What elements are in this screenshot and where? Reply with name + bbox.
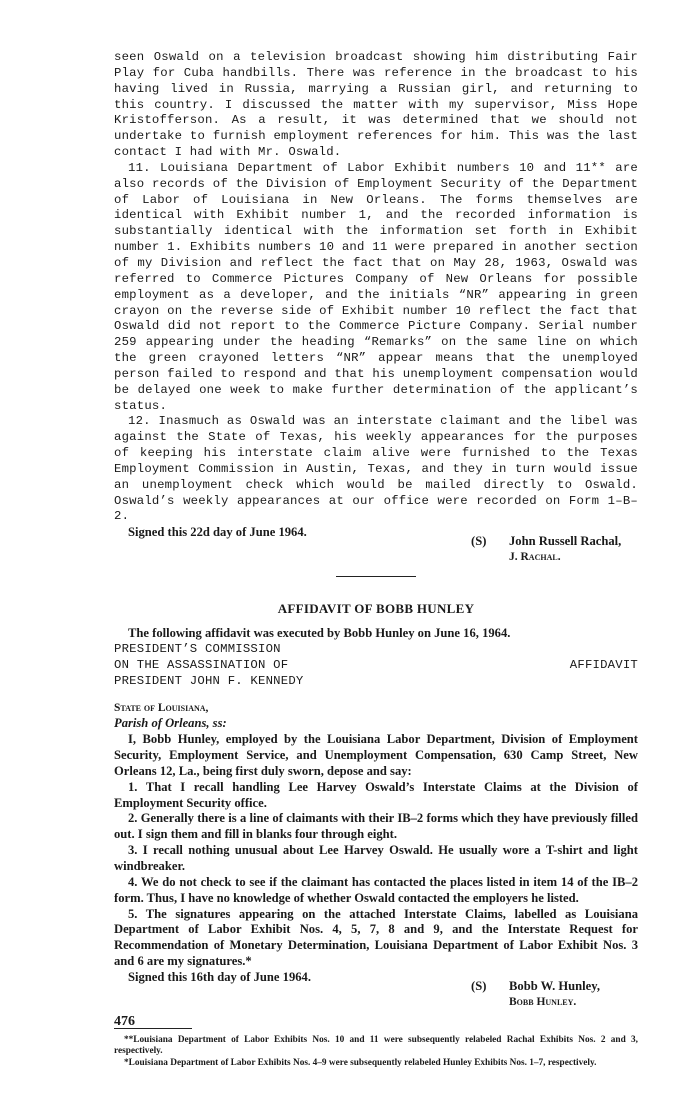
heading-affidavit-label: AFFIDAVIT [569, 657, 638, 672]
signature-name: John Russell Rachal, [509, 534, 622, 549]
paragraph-12: 12. Inasmuch as Oswald was an interstate claimant and the libel was against the State of Texas, his weekly appearances for the purposes of keeping his interstate claim alive were furnished to the Texas Employment Commission in Austin, Texas, and they in turn would issue an unemployment check which would be mailed directly to Oswald. Oswald’s weekly appearances at our office were recorded on Form 1–B–2. [114, 414, 638, 524]
signature-mark: (S) [471, 978, 487, 993]
venue-state: State of Louisiana, [114, 701, 209, 714]
section-divider [336, 576, 416, 577]
signature-block-rachal [114, 525, 638, 572]
affidavit-paragraph-intro: I, Bobb Hunley, employed by the Louisiana Labor Department, Division of Employment Security, Employment Service, and Unemployment Compensation, 630 Camp Street, New Orleans 12, La., being first duly sworn, depose and say: [114, 732, 638, 778]
footnote-2: *Louisiana Department of Labor Exhibits Nos. 4–9 were subsequently relabeled Hunley Exhibits Nos. 1–7, respectively. [124, 1057, 597, 1068]
affidavit-paragraph-2: 2. Generally there is a line of claimants with their IB–2 forms which they have previously filled out. I sign them and fill in blanks four through eight. [114, 811, 638, 842]
document-page [114, 50, 638, 1069]
signature-name: Bobb W. Hunley, [509, 978, 601, 993]
signature-rachal [471, 534, 621, 566]
affidavit-paragraph-3: 3. I recall nothing unusual about Lee Harvey Oswald. He usually wore a T-shirt and light windbreaker. [114, 843, 638, 873]
commission-heading [114, 642, 638, 690]
heading-line-3: PRESIDENT JOHN F. KENNEDY [114, 673, 304, 688]
signature-typed-name: J. Rachal. [509, 551, 561, 564]
signature-typed-name: Bobb Hunley. [509, 995, 577, 1008]
signature-hunley [471, 979, 600, 1011]
affidavit-paragraph-4: 4. We do not check to see if the claimant has contacted the places listed in item 14 of the IB–2 form. Thus, I have no knowledge of whether Oswald contacted the employers he listed. [114, 874, 638, 905]
paragraph-11: 11. Louisiana Department of Labor Exhibit numbers 10 and 11** are also records of the Division of Employment Security of the Department of Labor of Louisiana in New Orleans. The forms themselves are identical with Exhibit number 1, and the recorded information is substantially identical with the information set forth in Exhibit number 1. Exhibits numbers 10 and 11 were prepared in another section of my Division and reflect the fact that on May 28, 1963, Oswald was referred to Commerce Pictures Company of New Orleans for possible employment as a developer, and the initials “NR” appearing in green crayon on the reverse side of Exhibit number 10 reflect the fact that Oswald did not report to the Commerce Picture Company. Serial number 259 appearing under the heading “Remarks” on the same line on which the green crayoned letters “NR” appear means that the unemployed person failed to respond and that his unemployment compensation would be delayed one week to make further determination of the applicant’s status. [114, 160, 638, 413]
affidavit-paragraph-1: 1. That I recall handling Lee Harvey Oswald’s Interstate Claims at the Division of Employment Security office. [114, 779, 638, 810]
affidavit-title: AFFIDAVIT OF BOBB HUNLEY [277, 601, 475, 617]
footnote-1: **Louisiana Department of Labor Exhibits Nos. 10 and 11 were subsequently relabeled Rachal Exhibits Nos. 2 and 3, respectively. [114, 1034, 638, 1057]
signature-block-hunley [114, 970, 638, 1016]
paragraph-continuation: seen Oswald on a television broadcast showing him distributing Fair Play for Cuba handbills. There was reference in the broadcast to his having lived in Russia, marrying a Russian girl, and returning to this country. I discussed the matter with my supervisor, Miss Hope Kristofferson. As a result, it was determined that we should not undertake to furnish employment references for him. This was the last contact I had with Mr. Oswald. [114, 50, 638, 160]
affidavit-paragraph-5: 5. The signatures appearing on the attached Interstate Claims, labelled as Louisiana Department of Labor Exhibit Nos. 4, 5, 7, 8 and 9, and the Interstate Request for Recommendation of Monetary Determination, Louisiana Department of Labor Exhibit Nos. 3 and 6 are my signatures.* [114, 906, 638, 969]
signed-date-hunley: Signed this 16th day of June 1964. [128, 969, 311, 984]
page-number: 476 [114, 1014, 135, 1029]
heading-line-1: PRESIDENT’S COMMISSION [114, 642, 281, 656]
venue-parish: Parish of Orleans, ss: [114, 716, 227, 731]
heading-line-2: ON THE ASSASSINATION OF [114, 657, 289, 672]
affidavit-intro: The following affidavit was executed by Bobb Hunley on June 16, 1964. [128, 626, 511, 641]
signed-date-rachal: Signed this 22d day of June 1964. [128, 525, 307, 540]
signature-mark: (S) [471, 534, 487, 549]
